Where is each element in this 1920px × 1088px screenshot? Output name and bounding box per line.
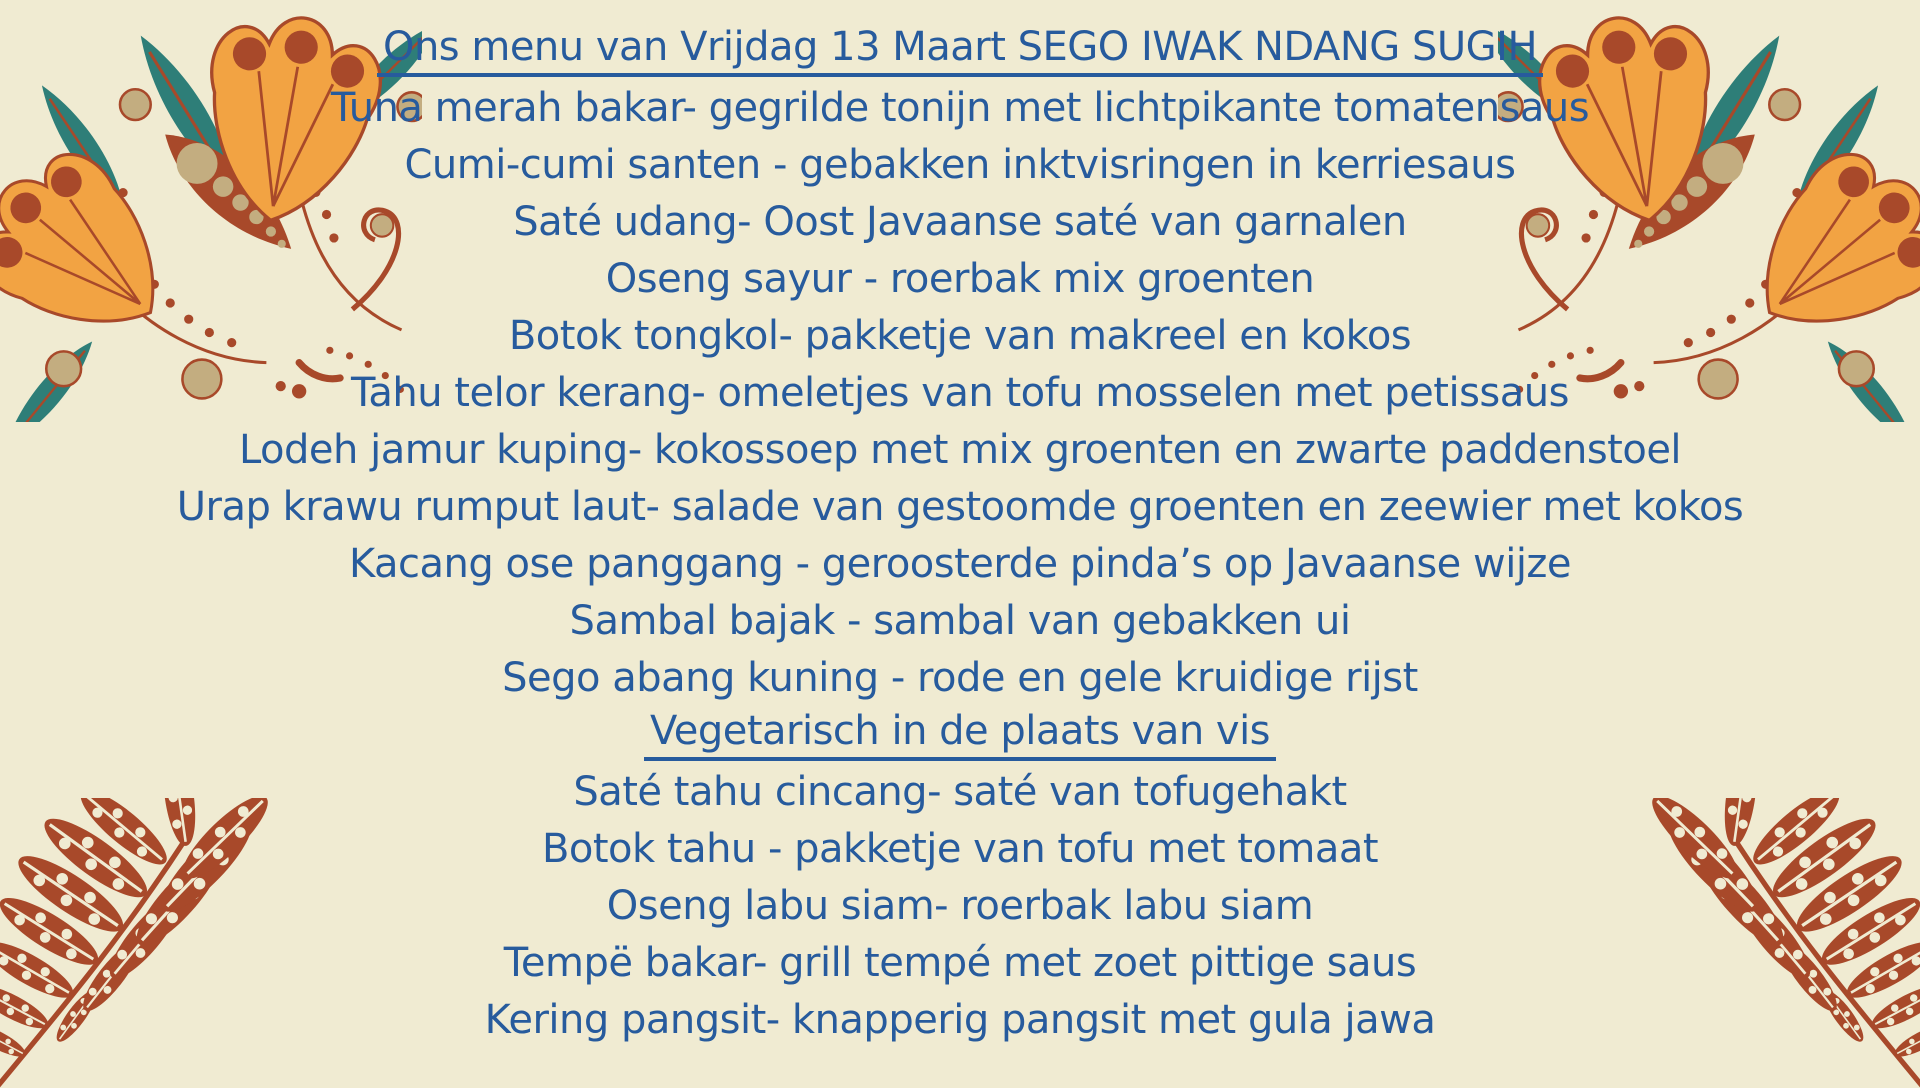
vegetarian-heading-text: Vegetarisch in de plaats van vis xyxy=(644,708,1276,761)
menu-item: Botok tongkol- pakketje van makreel en kokos xyxy=(508,312,1412,359)
menu-item: Botok tahu - pakketje van tofu met tomaat xyxy=(541,825,1379,872)
menu-item: Urap krawu rumput laut- salade van gestoomde groenten en zeewier met kokos xyxy=(176,483,1744,530)
menu-item: Sego abang kuning - rode en gele kruidige rijst xyxy=(502,654,1418,701)
menu-item: Tuna merah bakar- gegrilde tonijn met lichtpikante tomatensaus xyxy=(330,84,1590,131)
menu-item: Tahu telor kerang- omeletjes van tofu mosselen met petissaus xyxy=(351,369,1569,416)
menu-item: Kacang ose panggang - geroosterde pinda’s op Javaanse wijze xyxy=(348,540,1572,587)
menu-item: Saté tahu cincang- saté van tofugehakt xyxy=(573,768,1347,815)
menu-title-text: Ons menu van Vrijdag 13 Maart SEGO IWAK NDANG SUGIH xyxy=(377,24,1543,77)
menu-item: Lodeh jamur kuping- kokossoep met mix groenten en zwarte paddenstoel xyxy=(238,426,1682,473)
menu-item: Oseng labu siam- roerbak labu siam xyxy=(606,882,1314,929)
vegetarian-heading xyxy=(644,706,1276,763)
menu-item: Oseng sayur - roerbak mix groenten xyxy=(605,255,1315,302)
menu-title xyxy=(377,22,1543,79)
menu-item: Cumi-cumi santen - gebakken inktvisringen in kerriesaus xyxy=(404,141,1516,188)
menu-item: Saté udang- Oost Javaanse saté van garnalen xyxy=(513,198,1407,245)
menu-item: Kering pangsit- knapperig pangsit met gula jawa xyxy=(484,996,1436,1043)
menu-item: Sambal bajak - sambal van gebakken ui xyxy=(569,597,1351,644)
menu-item: Tempë bakar- grill tempé met zoet pittige saus xyxy=(503,939,1417,986)
